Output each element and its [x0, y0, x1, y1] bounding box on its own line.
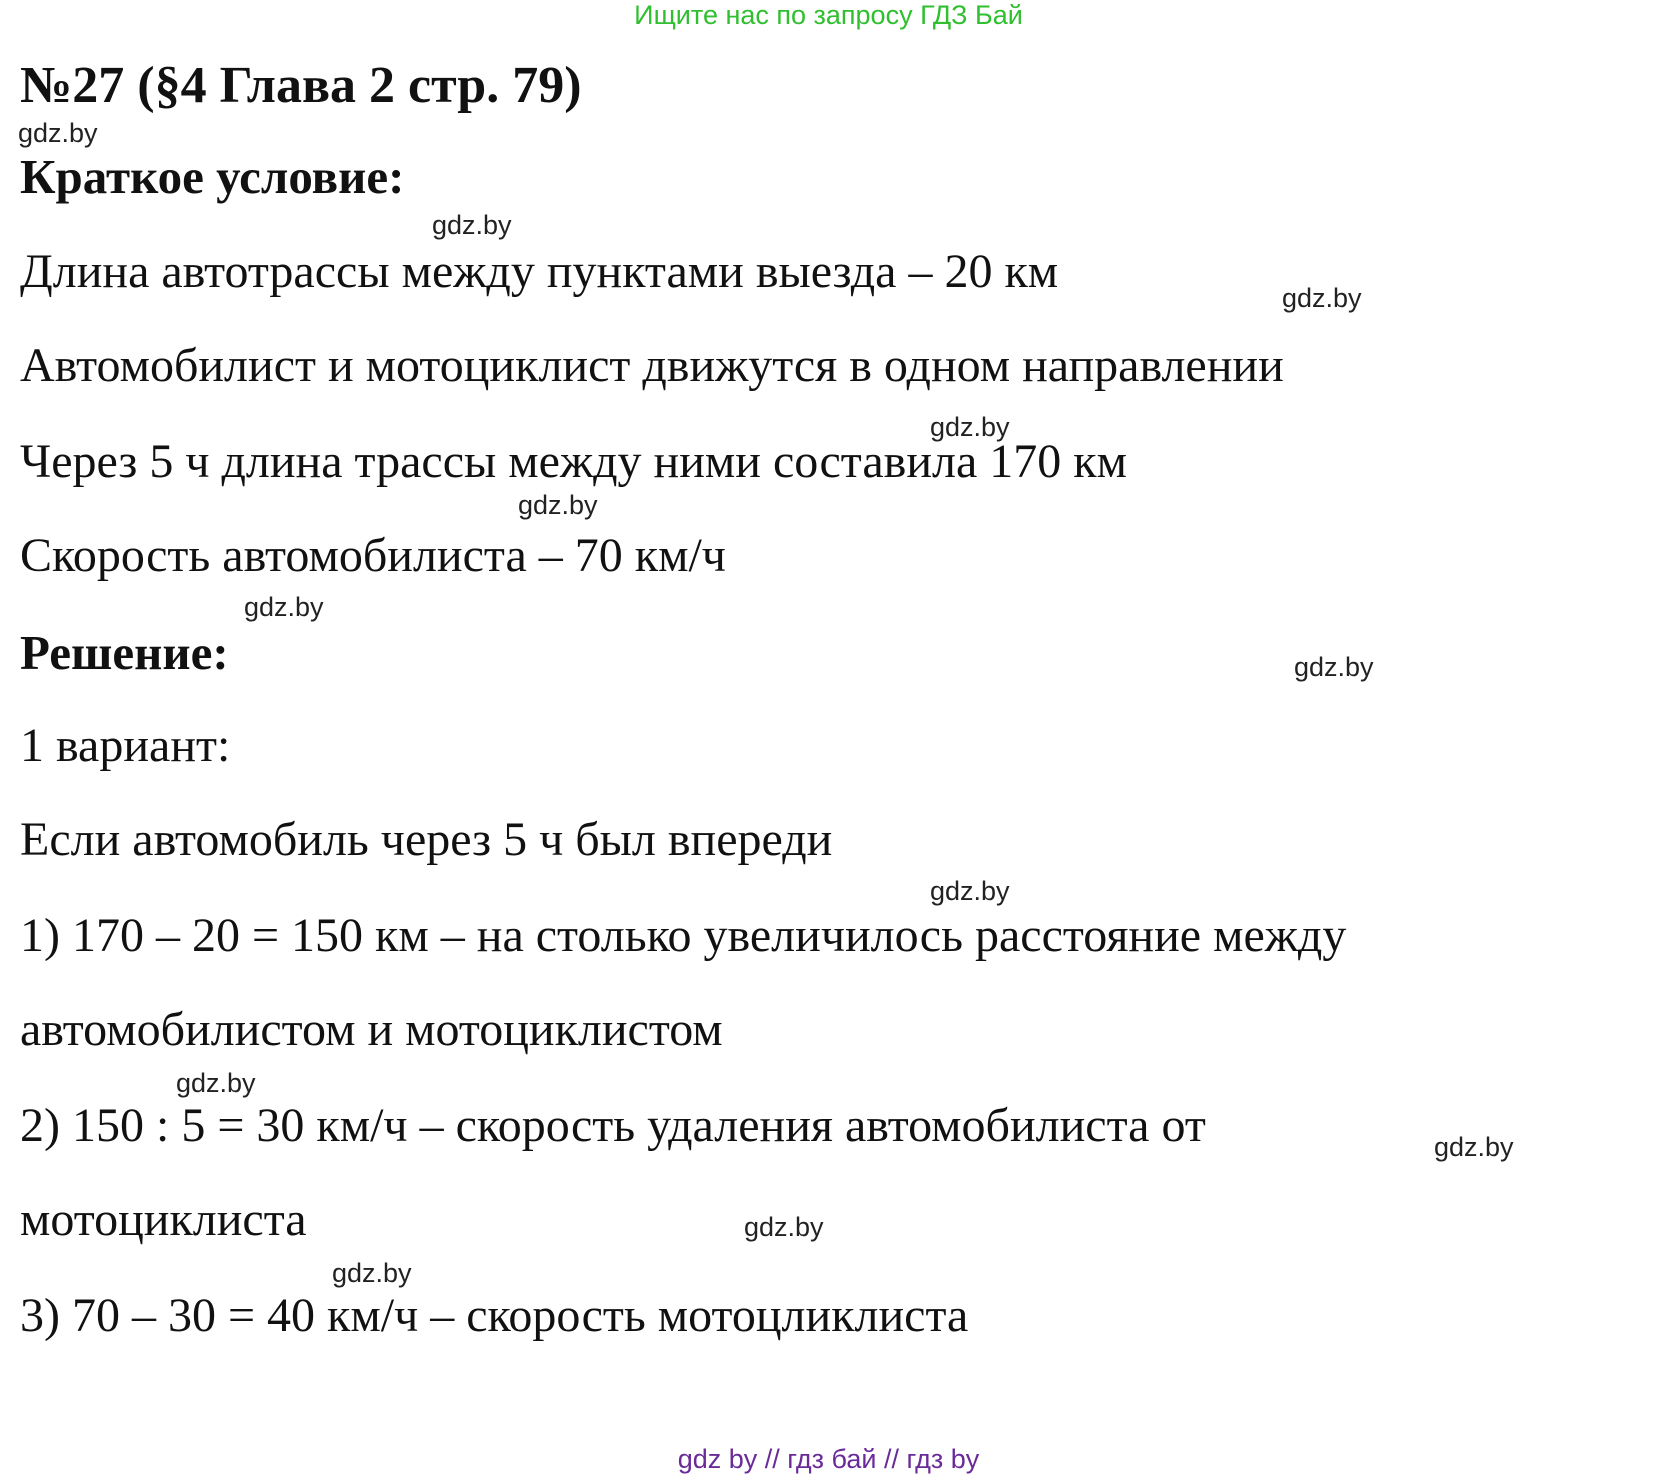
watermark: gdz.by — [744, 1212, 824, 1242]
condition-line: Через 5 ч длина трассы между ними составила 170 км — [20, 435, 1127, 488]
watermark: gdz.by — [176, 1068, 256, 1098]
page-title: №27 (§4 Глава 2 стр. 79) — [20, 57, 582, 114]
watermark: gdz.by — [18, 118, 98, 148]
watermark: gdz.by — [1294, 652, 1374, 682]
solution-line: 2) 150 : 5 = 30 км/ч – скорость удаления автомобилиста от — [20, 1099, 1206, 1152]
watermark: gdz.by — [1282, 283, 1362, 313]
watermark: gdz.by — [332, 1258, 412, 1288]
solution-heading: Решение: — [20, 625, 229, 680]
watermark: gdz.by — [432, 210, 512, 240]
top-banner: Ищите нас по запросу ГДЗ Бай — [634, 0, 1023, 30]
watermark: gdz.by — [930, 876, 1010, 906]
condition-heading: Краткое условие: — [20, 149, 405, 204]
solution-line: 1 вариант: — [20, 719, 231, 772]
watermark: gdz.by — [244, 592, 324, 622]
condition-line: Скорость автомобилиста – 70 км/ч — [20, 529, 726, 582]
solution-line: мотоциклиста — [20, 1193, 307, 1246]
solution-line: автомобилистом и мотоциклистом — [20, 1003, 723, 1056]
condition-line: Длина автотрассы между пунктами выезда – 20 км — [20, 245, 1059, 298]
watermark: gdz.by — [1434, 1132, 1514, 1162]
bottom-banner: gdz by // гдз бай // гдз by — [677, 1444, 980, 1474]
solution-line: Если автомобиль через 5 ч был впереди — [20, 813, 833, 866]
condition-line: Автомобилист и мотоциклист движутся в одном направлении — [20, 339, 1284, 392]
solution-line: 1) 170 – 20 = 150 км – на столько увеличилось расстояние между — [20, 909, 1347, 962]
watermark: gdz.by — [930, 412, 1010, 442]
solution-line: 3) 70 – 30 = 40 км/ч – скорость мотоцликлиста — [20, 1289, 969, 1342]
watermark: gdz.by — [518, 490, 598, 520]
